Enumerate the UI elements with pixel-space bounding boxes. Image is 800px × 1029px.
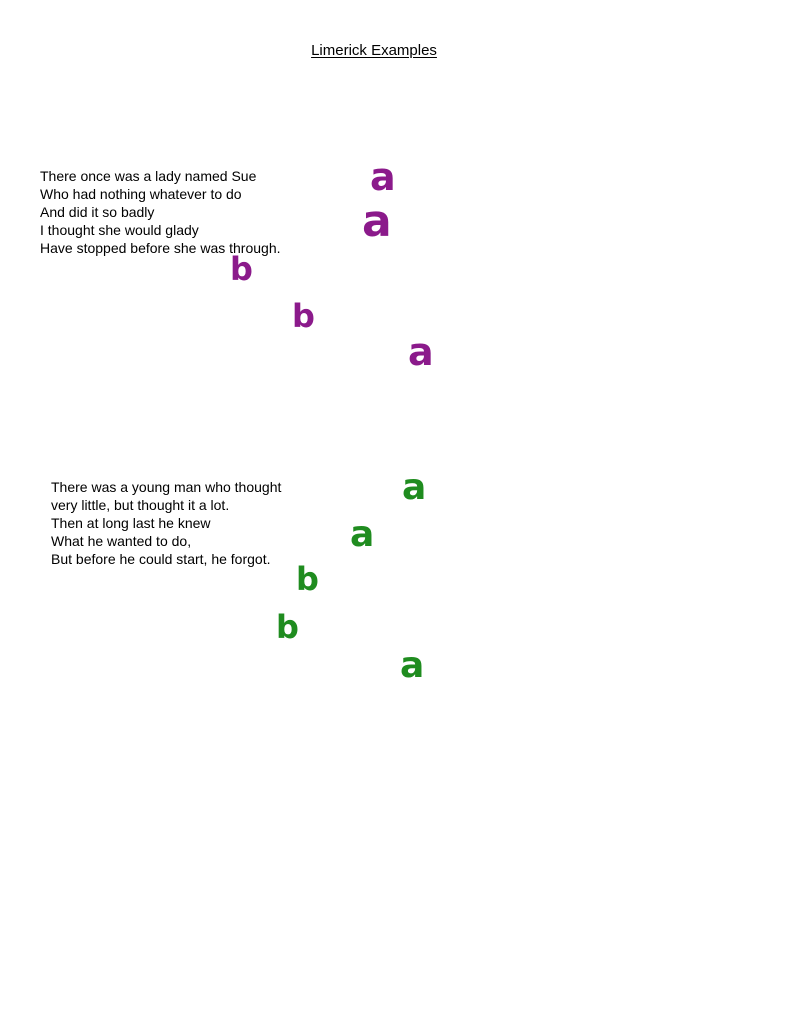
poem-line: There was a young man who thought	[51, 479, 282, 495]
poem-line: What he wanted to do,	[51, 533, 192, 549]
poem-line: Have stopped before she was through.	[40, 240, 281, 256]
poem-line: There once was a lady named Sue	[40, 168, 257, 184]
rhyme-mark-handwritten: b	[292, 297, 315, 335]
poem-line: Then at long last he knew	[51, 515, 211, 531]
poem-line: And did it so badly	[40, 204, 155, 220]
rhyme-mark-handwritten: a	[370, 155, 396, 199]
rhyme-mark-handwritten: a	[400, 645, 425, 686]
poem-line: very little, but thought it a lot.	[51, 497, 230, 513]
limerick-1	[40, 167, 281, 257]
rhyme-mark-handwritten: a	[408, 330, 434, 374]
rhyme-mark-handwritten: b	[276, 608, 299, 646]
rhyme-mark-handwritten: a	[402, 467, 427, 508]
poem-line: I thought she would glady	[40, 222, 199, 238]
poem-line: Who had nothing whatever to do	[40, 186, 242, 202]
rhyme-mark-handwritten: a	[350, 514, 375, 555]
poem-line: But before he could start, he forgot.	[51, 551, 271, 567]
rhyme-mark-handwritten: b	[230, 250, 253, 288]
page-title: Limerick Examples	[311, 42, 437, 59]
rhyme-mark-handwritten: b	[296, 560, 319, 598]
limerick-2	[51, 478, 281, 568]
rhyme-mark-handwritten: a	[362, 196, 392, 247]
